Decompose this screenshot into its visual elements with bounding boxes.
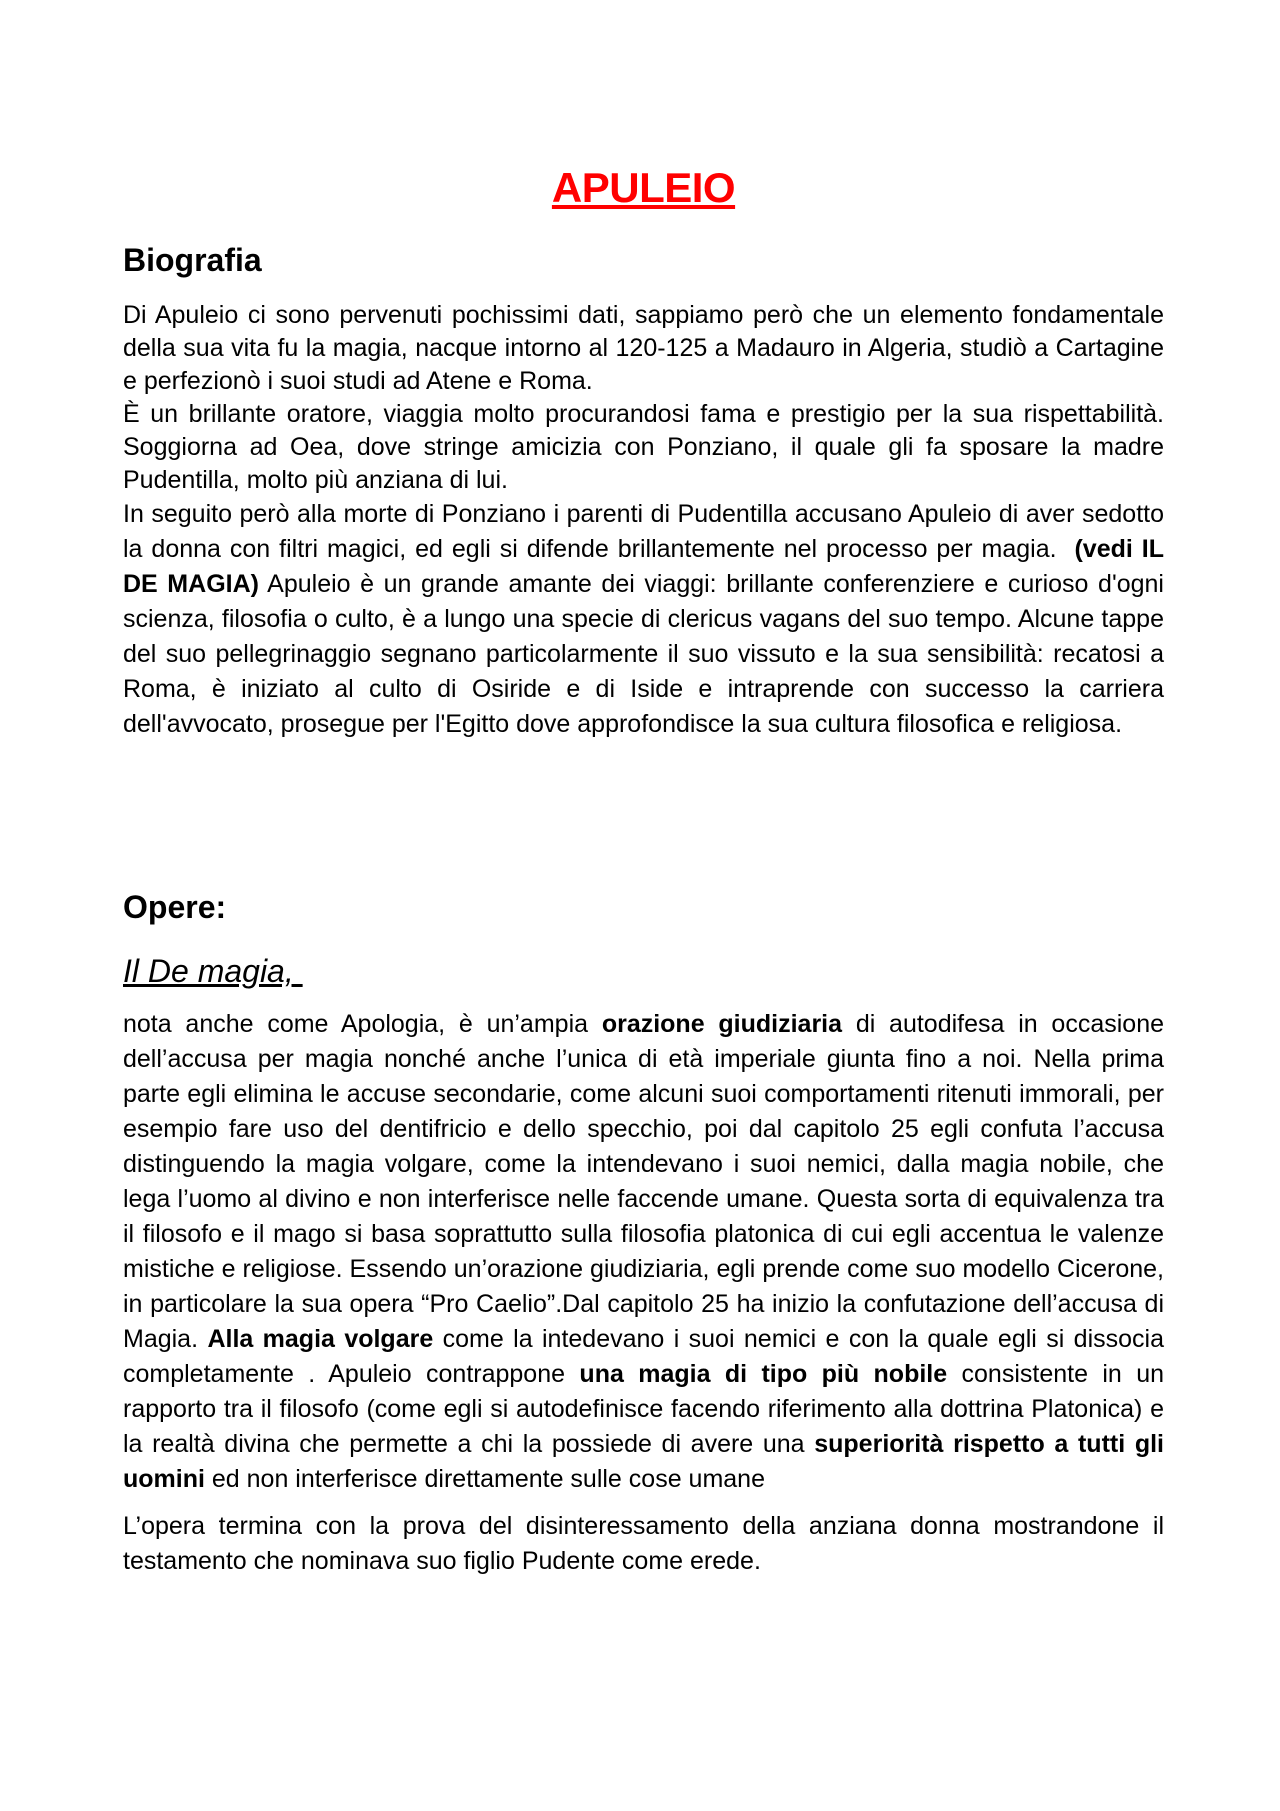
- de-magia-text-e: consistente in un rapporto tra il filosofo (come egli si autodefinisce facendo riferimento alla dottrina Platonica) e la realtà divina che permette a chi la possiede di avere una: [123, 1360, 1165, 1458]
- page-title: APULEIO: [551, 164, 736, 211]
- de-magia-reference: (vedi IL DE MAGIA): [123, 535, 1165, 598]
- de-magia-text-c: di autodifesa in occasione dell’accusa per magia nonché anche l’unica di età imperiale giunta fino a noi. Nella prima parte egli elimina le accuse secondarie, come alcuni suoi comportamenti ritenuti immorali, per esempio fare uso del dentifricio e dello specchio, poi dal capitolo 25 egli confuta l’accusa distinguendo la magia volgare, come la intendevano i suoi nemici, dalla magia nobile, che lega l’uomo al divino e non interferisce nelle faccende umane. Questa sorta di equivalenza tra il filosofo e il mago si basa soprattutto sulla filosofia platonica di cui egli accentua le valenze mistiche e religiose. Essendo un’orazione giudiziaria, egli prende come suo modello Cicerone, in particolare la sua opera “Pro Caelio”.Dal capitolo 25 ha inizio la confutazione dell’accusa di Magia.: [123, 1010, 1165, 1353]
- section-heading-biografia: Biografia: [123, 242, 262, 278]
- biografia-section: [123, 299, 1164, 742]
- de-magia-bold-4: superiorità rispetto a tutti gli uomini: [123, 1430, 1164, 1493]
- section-heading-opere: Opere:: [123, 889, 227, 925]
- biografia-p3-text-b: Apuleio è un grande amante dei viaggi: brillante conferenziere e curioso d'ogni scienza, filosofia o culto, è a lungo una specie di clericus vagans del suo tempo. Alcune tappe del suo pellegrinaggio segnano particolarmente il suo vissuto e la sua sensibilità: recatosi a Roma, è iniziato al culto di Osiride e di Iside e intraprende con successo la carriera dell'avvocato, prosegue per l'Egitto dove approfondisce la sua cultura filosofica e religiosa.: [123, 570, 1164, 738]
- work-title-de-magia: Il De magia,: [123, 953, 303, 989]
- de-magia-text-d: come la intedevano i suoi nemici e con la quale egli si dissocia completamente . Apuleio contrappone: [123, 1325, 1164, 1388]
- de-magia-bold-2: Alla magia volgare: [207, 1325, 434, 1353]
- de-magia-bold-3: una magia di tipo più nobile: [579, 1360, 948, 1388]
- biografia-paragraph-1: Di Apuleio ci sono pervenuti pochissimi dati, sappiamo però che un elemento fondamentale della sua vita fu la magia, nacque intorno al 120-125 a Madauro in Algeria, studiò a Cartagine e perfezionò i suoi studi ad Atene e Roma.: [123, 301, 1164, 395]
- biografia-p3-text-a: In seguito però alla morte di Ponziano i parenti di Pudentilla accusano Apuleio di aver sedotto la donna con filtri magici, ed egli si difende brillantemente nel processo per magia.: [123, 500, 1164, 563]
- de-magia-text-f: ed non interferisce direttamente sulle cose umane: [211, 1465, 765, 1493]
- biografia-paragraph-2: È un brillante oratore, viaggia molto procurandosi fama e prestigio per la sua rispettabilità. Soggiorna ad Oea, dove stringe amicizia con Ponziano, il quale gli fa sposare la madre Pudentilla, molto più anziana di lui.: [123, 400, 1164, 494]
- de-magia-bold-1: orazione giudiziaria: [601, 1010, 843, 1038]
- de-magia-paragraph-1: [123, 1007, 1164, 1497]
- biografia-paragraph-3: [123, 497, 1164, 742]
- de-magia-section: [123, 1007, 1164, 1579]
- de-magia-paragraph-2: L’opera termina con la prova del disinteressamento della anziana donna mostrandone il testamento che nominava suo figlio Pudente come erede.: [123, 1512, 1164, 1575]
- de-magia-text-a: nota anche come Apologia, è un’ampia: [123, 1010, 589, 1038]
